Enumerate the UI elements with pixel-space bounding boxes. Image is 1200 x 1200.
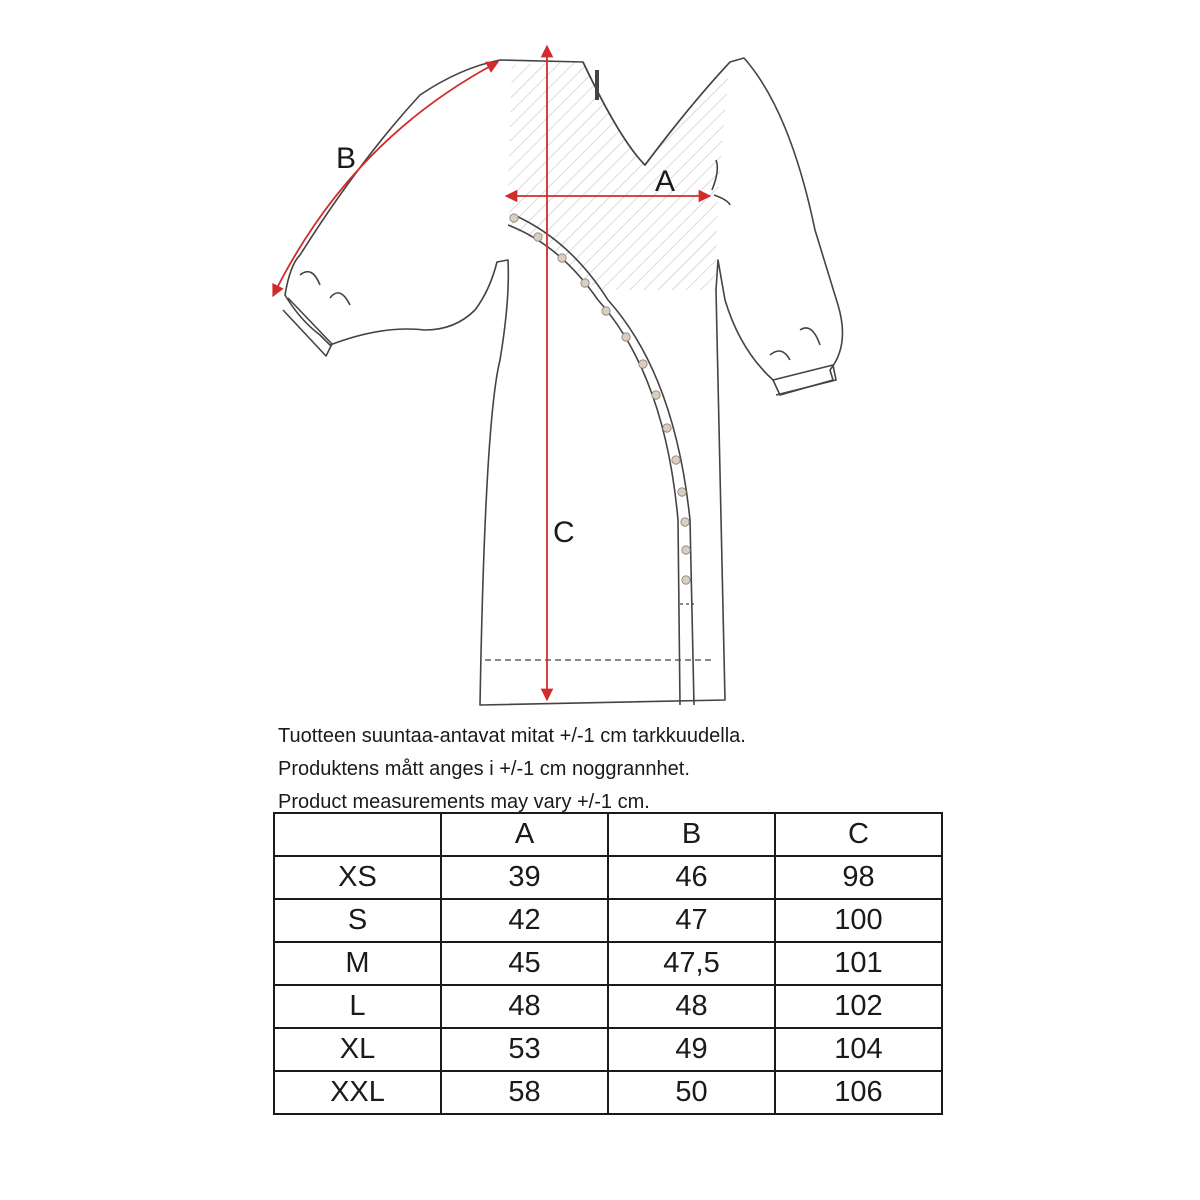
value-cell: 98 [775, 856, 942, 899]
pearl-button [681, 518, 689, 526]
pearl-button [678, 488, 686, 496]
value-cell: 48 [608, 985, 775, 1028]
size-cell: L [274, 985, 441, 1028]
size-cell: XL [274, 1028, 441, 1071]
table-row [274, 1071, 942, 1114]
value-cell: 39 [441, 856, 608, 899]
pearl-button [602, 307, 610, 315]
value-cell: 47 [608, 899, 775, 942]
size-cell: M [274, 942, 441, 985]
bodice-lining [508, 62, 730, 290]
size-cell: XS [274, 856, 441, 899]
value-cell: 46 [608, 856, 775, 899]
label-b: B [336, 142, 357, 175]
pearl-button [581, 279, 589, 287]
pearl-button [672, 456, 680, 464]
pearl-button [622, 333, 630, 341]
right-cuff [773, 365, 836, 395]
value-cell: 50 [608, 1071, 775, 1114]
left-sleeve-gathers [300, 272, 350, 305]
note-english: Product measurements may vary +/-1 cm. [278, 791, 650, 813]
right-sleeve-gathers [770, 328, 820, 360]
value-cell: 106 [775, 1071, 942, 1114]
pearl-button [510, 214, 518, 222]
size-cell: S [274, 899, 441, 942]
label-c: C [553, 516, 575, 549]
value-cell: 104 [775, 1028, 942, 1071]
size-cell: XXL [274, 1071, 441, 1114]
pearl-button [682, 546, 690, 554]
table-row [274, 942, 942, 985]
left-cuff [283, 298, 332, 356]
table-row [274, 899, 942, 942]
pearl-button [663, 424, 671, 432]
pearl-button [682, 576, 690, 584]
table-row [274, 856, 942, 899]
pearl-button [639, 360, 647, 368]
label-a: A [655, 165, 676, 198]
value-cell: 100 [775, 899, 942, 942]
value-cell: 53 [441, 1028, 608, 1071]
value-cell: 58 [441, 1071, 608, 1114]
value-cell: 102 [775, 985, 942, 1028]
table-row [274, 1028, 942, 1071]
size-table [273, 812, 943, 1115]
pearl-button [652, 391, 660, 399]
measurement-notes [278, 720, 978, 819]
note-swedish: Produktens mått anges i +/-1 cm noggrannhet. [278, 758, 690, 780]
value-cell: 47,5 [608, 942, 775, 985]
value-cell: 48 [441, 985, 608, 1028]
value-cell: 101 [775, 942, 942, 985]
pearl-button [534, 233, 542, 241]
note-finnish: Tuotteen suuntaa-antavat mitat +/-1 cm tarkkuudella. [278, 725, 746, 747]
measure-b-arrow [273, 62, 498, 296]
value-cell: 45 [441, 942, 608, 985]
table-header-row [274, 813, 942, 856]
table-row [274, 985, 942, 1028]
wrap-seam [508, 225, 680, 705]
header-cell [274, 813, 441, 856]
value-cell: 42 [441, 899, 608, 942]
pearl-button [558, 254, 566, 262]
header-cell: B [608, 813, 775, 856]
header-cell: A [441, 813, 608, 856]
header-cell: C [775, 813, 942, 856]
value-cell: 49 [608, 1028, 775, 1071]
